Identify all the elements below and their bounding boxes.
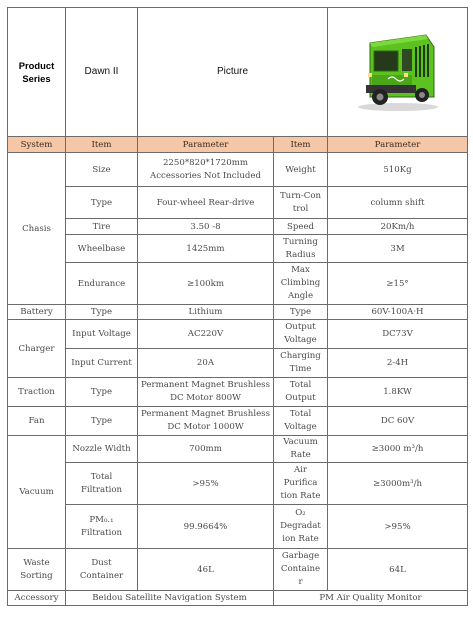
item-type: Type <box>66 187 138 219</box>
item-input-voltage: Input Voltage <box>66 320 138 349</box>
system-battery: Battery <box>8 305 66 320</box>
value-size: 2250*820*1720mm Accessories Not Included <box>138 153 274 187</box>
value-accessory-monitor: PM Air Quality Monitor <box>274 591 468 606</box>
item-total-output: Total Output <box>274 378 328 407</box>
value-battery-capacity: 60V-100A·H <box>328 305 468 320</box>
item-garbage-container: Garbage Containe r <box>274 549 328 591</box>
item-battery-type-2: Type <box>274 305 328 320</box>
table-row <box>8 219 468 235</box>
item-charging-time: Charging Time <box>274 349 328 378</box>
item-tire: Tire <box>66 219 138 235</box>
system-traction: Traction <box>8 378 66 407</box>
item-fan-type: Type <box>66 407 138 436</box>
table-row <box>8 549 468 591</box>
sweeper-vehicle-image <box>348 25 448 115</box>
value-charging-time: 2-4H <box>328 349 468 378</box>
item-traction-type: Type <box>66 378 138 407</box>
spec-sheet <box>7 7 467 606</box>
item-input-current: Input Current <box>66 349 138 378</box>
item-speed: Speed <box>274 219 328 235</box>
col-system: System <box>8 137 66 153</box>
value-traction-motor: Permanent Magnet Brushless DC Motor 800W <box>138 378 274 407</box>
item-o2-degradation-rate: O₂ Degradat ion Rate <box>274 505 328 549</box>
value-total-filtration: >95% <box>138 463 274 505</box>
table-row <box>8 153 468 187</box>
table-row <box>8 187 468 219</box>
system-vacuum: Vacuum <box>8 436 66 549</box>
item-endurance: Endurance <box>66 263 138 305</box>
table-row <box>8 505 468 549</box>
spec-table <box>7 7 468 606</box>
col-item-1: Item <box>66 137 138 153</box>
value-fan-motor: Permanent Magnet Brushless DC Motor 1000W <box>138 407 274 436</box>
table-row <box>8 436 468 463</box>
value-pm-filtration: 99.9664% <box>138 505 274 549</box>
product-series-label: Product Series <box>8 8 66 137</box>
item-total-voltage: Total Voltage <box>274 407 328 436</box>
value-accessory-navigation: Beidou Satellite Navigation System <box>66 591 274 606</box>
table-row <box>8 235 468 263</box>
item-air-purification-rate: Air Purifica tion Rate <box>274 463 328 505</box>
value-garbage-container: 64L <box>328 549 468 591</box>
col-item-2: Item <box>274 137 328 153</box>
system-waste-sorting: Waste Sorting <box>8 549 66 591</box>
table-row <box>8 349 468 378</box>
col-parameter-2: Parameter <box>328 137 468 153</box>
value-total-output: 1.8KW <box>328 378 468 407</box>
value-air-purification-rate: ≥3000m³/h <box>328 463 468 505</box>
item-wheelbase: Wheelbase <box>66 235 138 263</box>
item-turn-control: Turn-Con trol <box>274 187 328 219</box>
item-vacuum-rate: Vacuum Rate <box>274 436 328 463</box>
value-speed: 20Km/h <box>328 219 468 235</box>
item-nozzle-width: Nozzle Width <box>66 436 138 463</box>
value-tire: 3.50 -8 <box>138 219 274 235</box>
item-dust-container: Dust Container <box>66 549 138 591</box>
item-output-voltage: Output Voltage <box>274 320 328 349</box>
column-header-row <box>8 137 468 153</box>
system-charger: Charger <box>8 320 66 378</box>
item-battery-type: Type <box>66 305 138 320</box>
item-total-filtration: Total Filtration <box>66 463 138 505</box>
value-turning-radius: 3M <box>328 235 468 263</box>
table-row <box>8 463 468 505</box>
value-o2-degradation-rate: >95% <box>328 505 468 549</box>
value-dust-container: 46L <box>138 549 274 591</box>
value-nozzle-width: 700mm <box>138 436 274 463</box>
table-row <box>8 263 468 305</box>
value-output-voltage: DC73V <box>328 320 468 349</box>
system-chasis: Chasis <box>8 153 66 305</box>
picture-label: Picture <box>138 8 328 137</box>
title-row <box>8 8 468 137</box>
item-size: Size <box>66 153 138 187</box>
col-parameter-1: Parameter <box>138 137 274 153</box>
table-row <box>8 407 468 436</box>
item-pm-filtration: PM₀.₁ Filtration <box>66 505 138 549</box>
value-max-climbing-angle: ≥15° <box>328 263 468 305</box>
value-vacuum-rate: ≥3000 m³/h <box>328 436 468 463</box>
table-row <box>8 378 468 407</box>
item-weight: Weight <box>274 153 328 187</box>
value-wheelbase: 1425mm <box>138 235 274 263</box>
table-row <box>8 591 468 606</box>
table-row <box>8 305 468 320</box>
table-row <box>8 320 468 349</box>
value-drive: Four-wheel Rear-drive <box>138 187 274 219</box>
item-turning-radius: Turning Radius <box>274 235 328 263</box>
value-weight: 510Kg <box>328 153 468 187</box>
system-fan: Fan <box>8 407 66 436</box>
vehicle-picture-cell <box>328 8 468 137</box>
system-accessory: Accessory <box>8 591 66 606</box>
value-battery-type: Lithium <box>138 305 274 320</box>
model-name: Dawn II <box>66 8 138 137</box>
value-endurance: ≥100km <box>138 263 274 305</box>
value-turn-control: column shift <box>328 187 468 219</box>
value-input-current: 20A <box>138 349 274 378</box>
value-total-voltage: DC 60V <box>328 407 468 436</box>
value-input-voltage: AC220V <box>138 320 274 349</box>
item-max-climbing-angle: Max Climbing Angle <box>274 263 328 305</box>
